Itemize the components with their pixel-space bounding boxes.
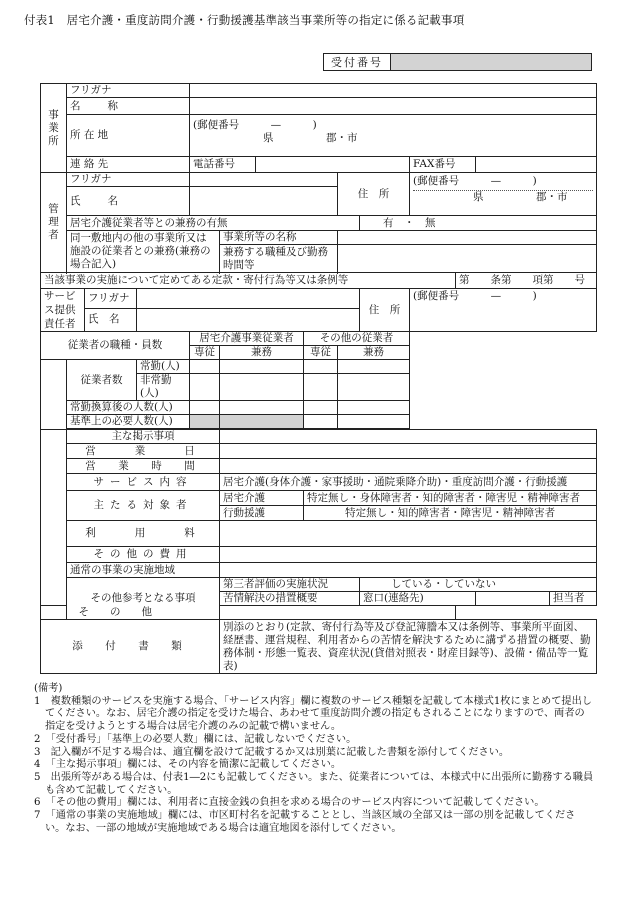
attachment-label: 添 付 書 類 <box>41 620 220 674</box>
posting-complaint-label: 苦情解決の措置概要 <box>220 592 360 606</box>
staff-group1-label: 居宅介護事業従業者 <box>190 332 304 346</box>
office-phone-field[interactable] <box>256 157 410 173</box>
posting-person-label: 担当者 <box>550 592 597 606</box>
staff-parttime-2: 兼務 <box>338 346 410 360</box>
note-item: 7 「通常の事業の実施地域」欄には、市区町村名を記載することとし、当該区域の全部又は一部の別を記載してください。なお、一部の地域が実施地域である場合は適宜地図を添付してください。 <box>34 810 576 834</box>
manager-other-name-label: 事業所等の名称 <box>220 231 338 245</box>
notes-section <box>34 683 594 835</box>
posting-days-field[interactable] <box>220 444 597 459</box>
notes-heading: (備考) <box>34 683 63 694</box>
posting-area-label: 通常の事業の実施地域 <box>67 563 220 578</box>
office-fax-label: FAX番号 <box>410 157 476 173</box>
staff-nonregular-c1[interactable] <box>190 374 220 401</box>
service-manager-address-field[interactable] <box>410 289 597 332</box>
posting-area-field[interactable] <box>220 563 597 578</box>
staff-nonregular-label: 非常勤(人) <box>137 374 190 401</box>
posting-target2-label: 行動援護 <box>220 506 304 521</box>
posting-days-label: 営 業 日 <box>67 444 220 459</box>
posting-other-fee-label: その他の費用 <box>67 547 220 563</box>
staff-fulltime-1: 専従 <box>190 346 220 360</box>
manager-other-duty-label: 兼務する職種及び勤務時間等 <box>220 245 338 273</box>
service-manager-furigana-label: フリガナ <box>85 289 137 309</box>
office-furigana-field[interactable] <box>190 84 597 98</box>
manager-concurrent-label: 居宅介護従業者等との兼務の有無 <box>67 216 360 231</box>
posting-target2-value[interactable]: 特定無し・知的障害者・障害児・精神障害者 <box>304 506 597 521</box>
staff-regular-label: 常勤(人) <box>137 360 190 374</box>
service-manager-name-field[interactable] <box>137 308 360 331</box>
posting-window-label: 窓口(連絡先) <box>360 592 476 606</box>
manager-postal: (郵便番号 — ) <box>413 175 537 187</box>
office-contact-label: 連 絡 先 <box>67 157 190 173</box>
staff-fte-c4[interactable] <box>338 401 410 415</box>
staff-required-c3 <box>304 415 338 429</box>
posting-targets-label: 主たる対象者 <box>67 491 220 521</box>
posting-fee-field[interactable] <box>220 521 597 547</box>
note-item: 6 「その他の費用」欄には、利用者に直接金銭の負担を求める場合のサービス内容について記載してください。 <box>34 797 545 809</box>
posting-service-label: サービス内容 <box>67 474 220 491</box>
posting-other-fee-field[interactable] <box>220 547 597 563</box>
staff-fulltime-2: 専従 <box>304 346 338 360</box>
office-address-field[interactable] <box>190 115 597 157</box>
office-pref-city: 県 郡・市 <box>263 132 358 144</box>
receipt-number-label: 受付番号 <box>324 54 391 71</box>
service-manager-address-label: 住 所 <box>360 289 410 332</box>
form-title: 付表1 居宅介護・重度訪問介護・行動援護基準該当事業所等の指定に係る記載事項 <box>24 13 465 27</box>
staff-regular-c1[interactable] <box>190 360 220 374</box>
service-manager-postal: (郵便番号 — ) <box>413 290 537 302</box>
staff-regular-c4[interactable] <box>338 360 410 374</box>
staff-fte-c1[interactable] <box>190 401 220 415</box>
staff-required-c1 <box>190 415 220 429</box>
note-item: 3 記入欄が不足する場合は、適宜欄を設けて記載するか又は別葉に記載した書類を添付してください。 <box>34 746 510 758</box>
service-manager-label: サービス提供責任者 <box>41 289 85 332</box>
manager-address-field[interactable] <box>410 173 597 216</box>
posting-header: 主な掲示事項 <box>67 430 220 444</box>
office-postal: (郵便番号 — ) <box>193 119 317 131</box>
posting-evaluation-label: 第三者評価の実施状況 <box>220 578 360 592</box>
posting-hours-field[interactable] <box>220 459 597 474</box>
staff-header: 従業者の職種・員数 <box>41 332 190 360</box>
manager-other-name-field[interactable] <box>338 231 597 245</box>
posting-fee-label: 利 用 料 <box>67 521 220 547</box>
office-phone-label: 電話番号 <box>190 157 256 173</box>
manager-furigana-field[interactable] <box>190 173 338 187</box>
manager-other-duty-field[interactable] <box>338 245 597 273</box>
office-furigana-label: フリガナ <box>67 84 190 98</box>
application-form-table <box>40 83 597 674</box>
manager-furigana-label: フリガナ <box>67 173 190 187</box>
note-item: 4 「主な掲示事項」欄には、その内容を簡潔に記載してください。 <box>34 759 342 771</box>
receipt-number-field <box>391 54 592 71</box>
staff-nonregular-c3[interactable] <box>304 374 338 401</box>
posting-hours-label: 営 業 時 間 <box>67 459 220 474</box>
note-item: 1 複数種類のサービスを実施する場合、「サービス内容」欄に複数のサービス種類を記載して本様式1枚にまとめて提出してください。なお、居宅介護の指定を受けた場合、あわせて重度訪問介護の指定もされることになりますので、両者の指定を受けようとする場合は居宅介護のみの記載で構いません。 <box>34 695 592 733</box>
office-name-field[interactable] <box>190 98 597 115</box>
posting-window-field[interactable] <box>476 592 550 606</box>
staff-fte-c2[interactable] <box>220 401 304 415</box>
staff-group2-label: その他の従業者 <box>304 332 410 346</box>
staff-fte-label: 常勤換算後の人数(人) <box>67 401 190 415</box>
staff-required-label: 基準上の必要人数(人) <box>67 415 190 429</box>
office-section-header: 事 業 所 <box>41 84 67 173</box>
posting-target1-label: 居宅介護 <box>220 491 304 506</box>
manager-pref-city: 県 郡・市 <box>413 190 593 204</box>
staff-parttime-1: 兼務 <box>220 346 304 360</box>
posting-target1-value[interactable]: 特定無し・身体障害者・知的障害者・障害児・精神障害者 <box>304 491 597 506</box>
staff-nonregular-c4[interactable] <box>338 374 410 401</box>
staff-nonregular-c2[interactable] <box>220 374 304 401</box>
posting-evaluation-value[interactable]: している・していない <box>360 578 597 592</box>
staff-blank-area <box>410 332 597 430</box>
manager-name-label: 氏 名 <box>67 187 190 216</box>
articles-label: 当該事業の実施について定めてある定款・寄付行為等又は条例等 <box>41 273 456 289</box>
manager-concurrent-value[interactable]: 有 ・ 無 <box>360 216 597 231</box>
posting-other-label: そ の 他 <box>41 606 190 620</box>
manager-name-field[interactable] <box>190 187 338 216</box>
note-item: 5 出張所等がある場合は、付表1―2にも記載してください。また、従業者については、本様式中に出張所に勤務する職員も含めて記載してください。 <box>34 771 594 796</box>
office-fax-field[interactable] <box>476 157 597 173</box>
staff-regular-c2[interactable] <box>220 360 304 374</box>
office-address-label: 所 在 地 <box>67 115 190 157</box>
staff-regular-c3[interactable] <box>304 360 338 374</box>
attachment-value: 別添のとおり(定款、寄付行為等及び登記簿謄本又は条例等、事業所平面図、経歴書、運営規程、利用者からの苦情を解決するために講ずる措置の概要、勤務体制・形態一覧表、資産状況(貸借対照表・財産目録等)、設備・備品等一覧表) <box>220 620 597 674</box>
office-name-label: 名 称 <box>67 98 190 115</box>
staff-count-label: 従業者数 <box>67 360 137 401</box>
articles-value[interactable]: 第 条第 項第 号 <box>456 273 597 289</box>
staff-required-c2 <box>220 415 304 429</box>
note-item: 2 「受付番号」「基準上の必要人数」欄には、記載しないでください。 <box>34 733 357 745</box>
posting-other-ref-label: その他参考となる事項 <box>67 578 220 620</box>
service-manager-furigana-field[interactable] <box>137 289 360 309</box>
staff-fte-c3[interactable] <box>304 401 338 415</box>
posting-service-value[interactable]: 居宅介護(身体介護・家事援助・通院乗降介助)・重度訪問介護・行動援護 <box>220 474 597 491</box>
posting-other-field[interactable] <box>220 606 456 620</box>
manager-address-label: 住 所 <box>338 173 410 216</box>
manager-other-office-label: 同一敷地内の他の事業所又は施設の従業者との兼務(兼務の場合記入) <box>67 231 220 273</box>
staff-required-c4 <box>338 415 410 429</box>
receipt-number-box <box>323 53 592 71</box>
service-manager-name-label: 氏 名 <box>85 308 137 331</box>
manager-section-header: 管 理 者 <box>41 173 67 273</box>
